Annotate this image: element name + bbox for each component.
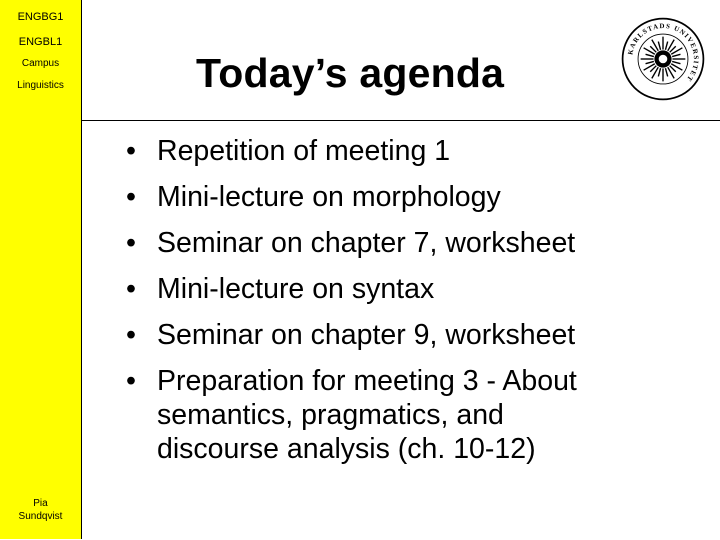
bullet-icon: • xyxy=(126,135,136,167)
slide-title: Today’s agenda xyxy=(196,50,505,96)
agenda-item xyxy=(126,180,706,214)
title-divider xyxy=(82,120,720,121)
bullet-icon: • xyxy=(126,273,136,305)
agenda-item-text: Mini-lecture on morphology xyxy=(157,181,501,213)
agenda-item xyxy=(126,318,706,352)
subject-label: Linguistics xyxy=(17,80,64,91)
course-code-2: ENGBL1 xyxy=(18,36,63,48)
agenda-item-text: Seminar on chapter 9, worksheet xyxy=(157,319,576,351)
author-last-name: Sundqvist xyxy=(18,511,63,522)
agenda-list xyxy=(126,134,706,478)
bullet-icon: • xyxy=(126,319,136,351)
agenda-item xyxy=(126,272,706,306)
author-first-name: Pia xyxy=(33,498,48,509)
agenda-item-text: Repetition of meeting 1 xyxy=(157,135,451,167)
agenda-item-text: semantics, pragmatics, and xyxy=(157,399,504,431)
agenda-item-text: Preparation for meeting 3 - About xyxy=(157,365,577,397)
agenda-item xyxy=(126,364,706,466)
campus-label: Campus xyxy=(21,58,60,69)
seal-text: KARLSTADS UNIVERSITET xyxy=(627,23,700,83)
agenda-item xyxy=(126,134,706,168)
author-name xyxy=(0,497,81,523)
agenda-item xyxy=(126,226,706,260)
sidebar xyxy=(0,0,82,539)
bullet-icon: • xyxy=(126,365,136,397)
university-seal-icon xyxy=(620,16,706,102)
bullet-icon: • xyxy=(126,227,136,259)
agenda-item-text: Seminar on chapter 7, worksheet xyxy=(157,227,576,259)
agenda-item-text: Mini-lecture on syntax xyxy=(157,273,435,305)
agenda-item-text: discourse analysis (ch. 10-12) xyxy=(157,433,536,465)
bullet-icon: • xyxy=(126,181,136,213)
course-code-1: ENGBG1 xyxy=(17,11,64,23)
